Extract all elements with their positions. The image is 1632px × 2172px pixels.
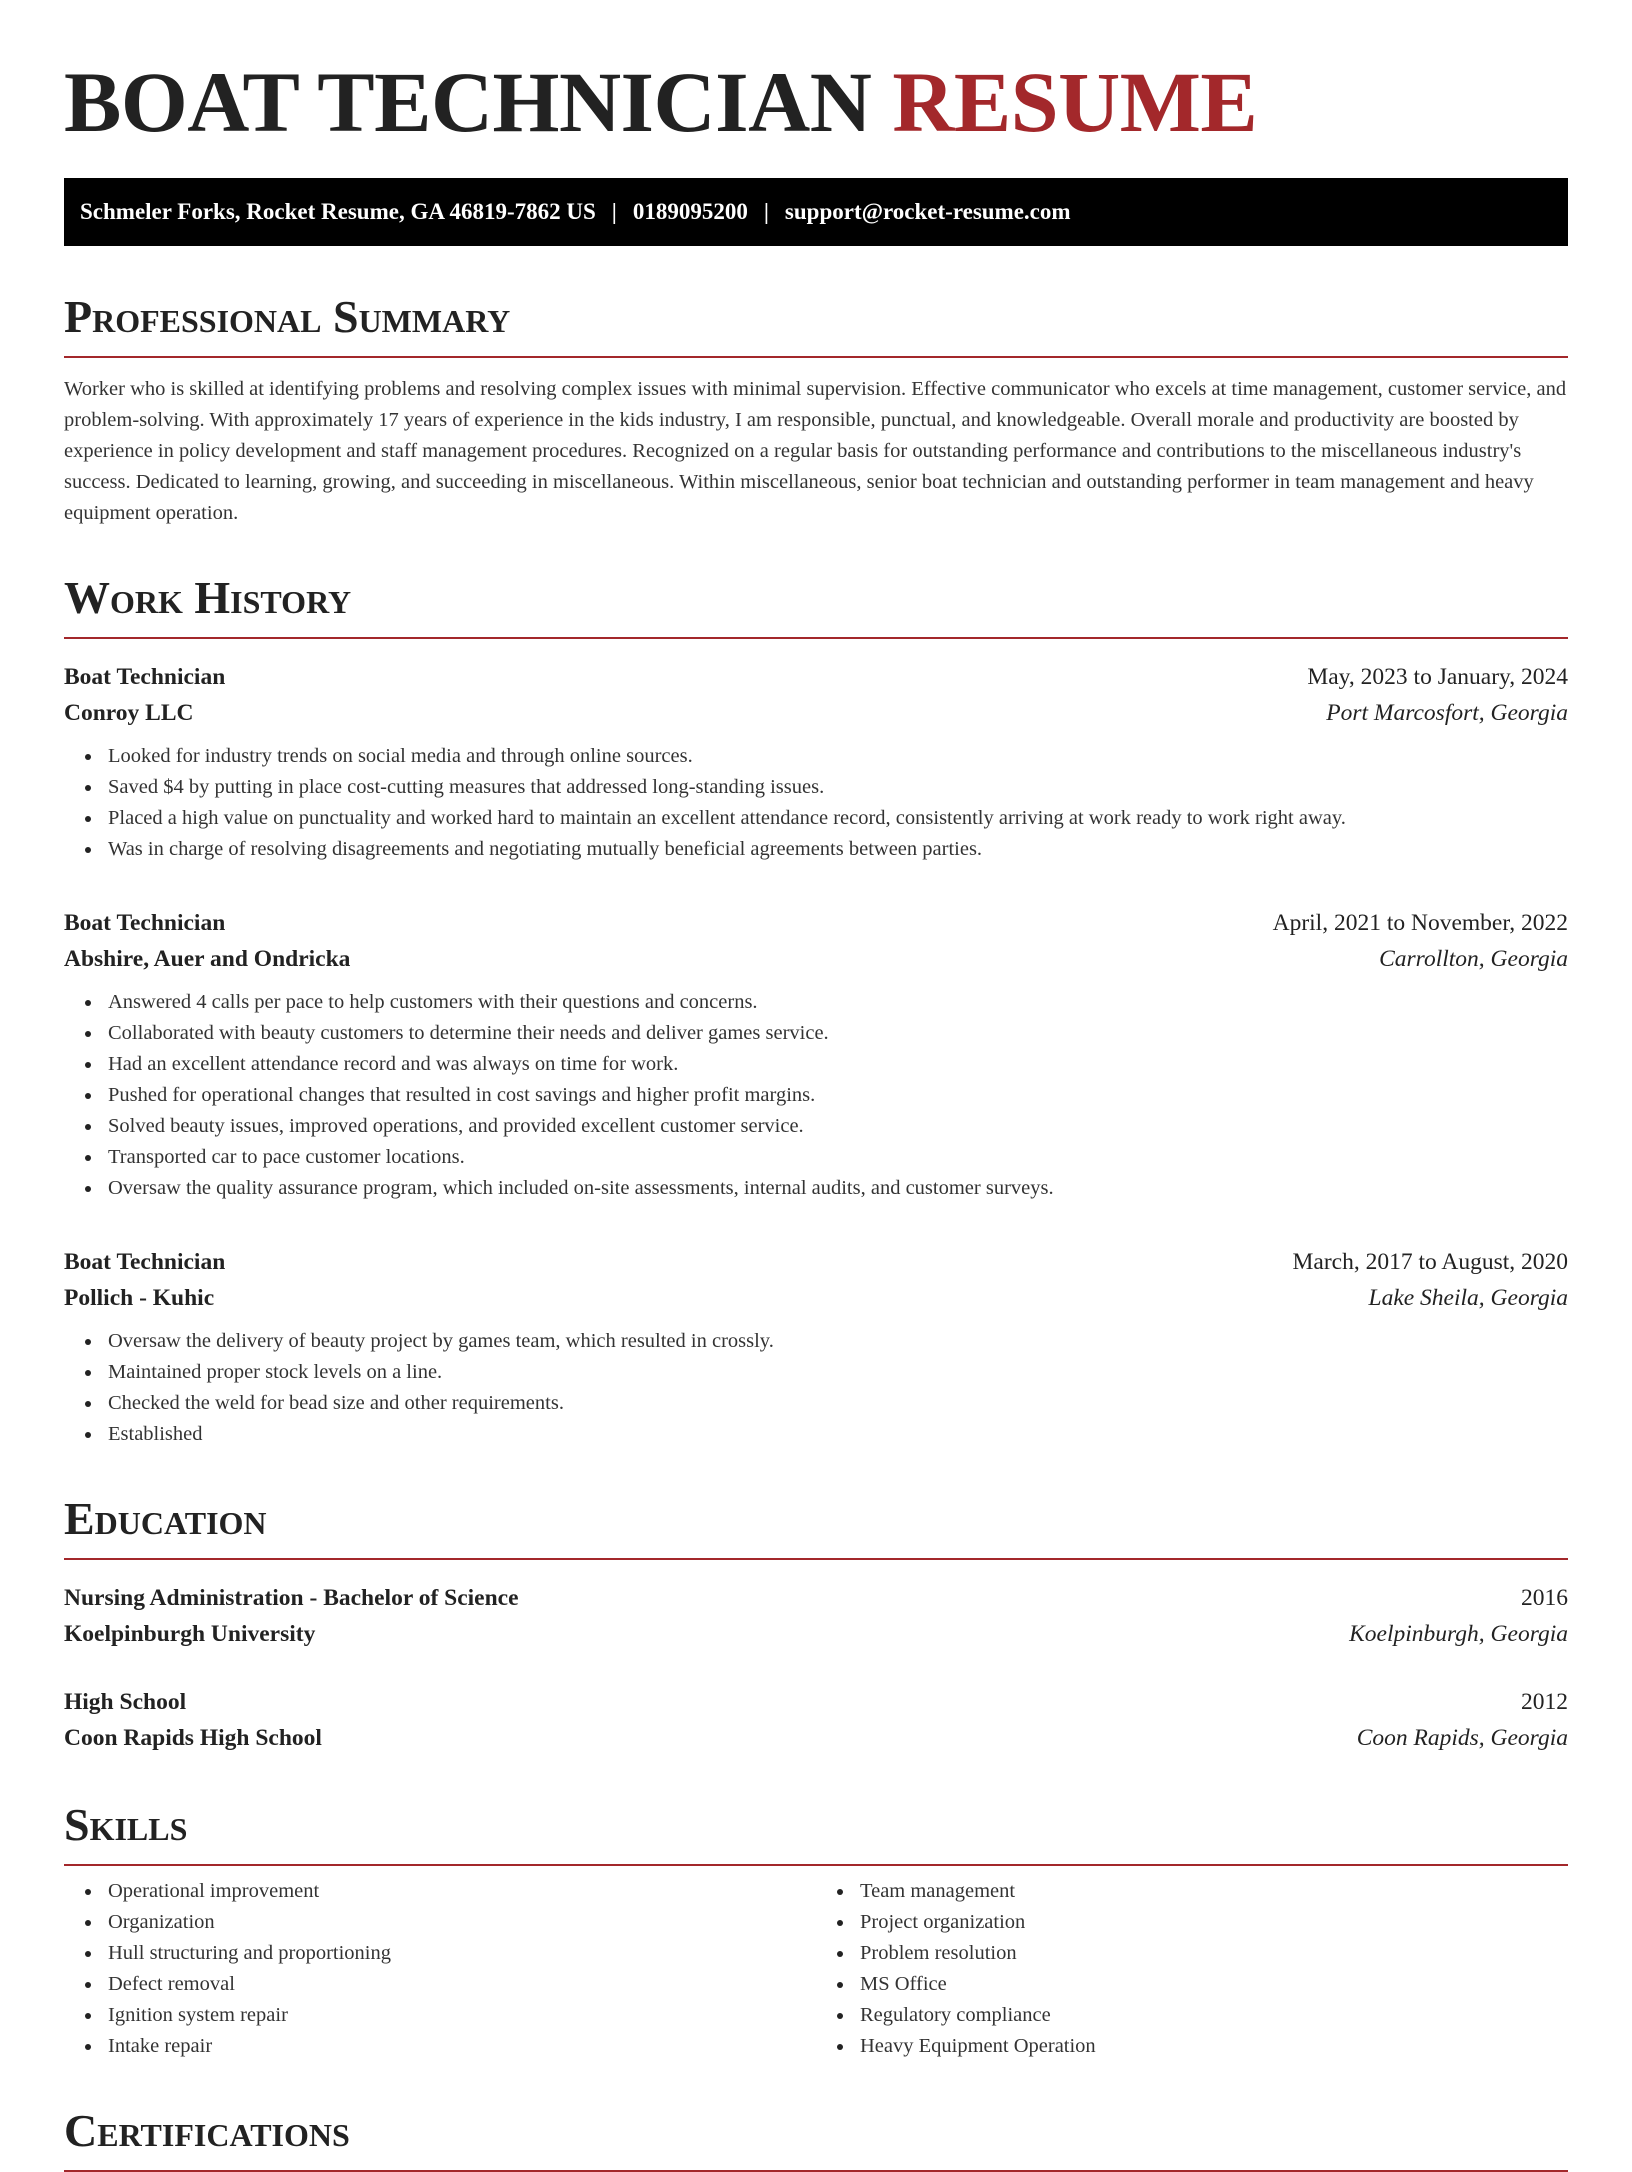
education-degree: Nursing Administration - Bachelor of Science [64, 1585, 519, 1611]
skill-item: Regulatory compliance [860, 2000, 1568, 2031]
resume-title [64, 56, 1568, 148]
education-school: Koelpinburgh University [64, 1621, 316, 1647]
job-location: Carrollton, Georgia [1379, 946, 1568, 972]
job-company-row [64, 941, 1568, 977]
job-dates: April, 2021 to November, 2022 [1272, 910, 1568, 936]
job-bullet: Established [108, 1419, 1568, 1450]
skill-item: Defect removal [108, 1969, 816, 2000]
skills-section [64, 1800, 1568, 2062]
job-dates: May, 2023 to January, 2024 [1307, 664, 1568, 690]
job-entry [64, 659, 1568, 865]
contact-separator: | [763, 199, 769, 224]
education-school-row [64, 1720, 1568, 1756]
job-company: Abshire, Auer and Ondricka [64, 946, 351, 972]
contact-phone: 0189095200 [632, 199, 748, 224]
job-bullet: Oversaw the quality assurance program, which included on-site assessments, internal audits, and customer surveys. [108, 1173, 1568, 1204]
job-company: Pollich - Kuhic [64, 1285, 215, 1311]
skill-item: Team management [860, 1876, 1568, 1907]
skill-item: MS Office [860, 1969, 1568, 2000]
education-section [64, 1494, 1568, 1756]
skills-column-right [816, 1876, 1568, 2062]
job-bullet: Collaborated with beauty customers to determine their needs and deliver games service. [108, 1018, 1568, 1049]
education-degree-row [64, 1684, 1568, 1720]
job-bullet: Oversaw the delivery of beauty project by games team, which resulted in crossly. [108, 1326, 1568, 1357]
job-bullet: Pushed for operational changes that resulted in cost savings and higher profit margins. [108, 1080, 1568, 1111]
job-bullet: Checked the weld for bead size and other requirements. [108, 1388, 1568, 1419]
job-bullet: Looked for industry trends on social media and through online sources. [108, 741, 1568, 772]
education-location: Koelpinburgh, Georgia [1349, 1621, 1568, 1647]
education-year: 2012 [1521, 1689, 1568, 1715]
title-main: BOAT TECHNICIAN [64, 54, 872, 150]
skill-item: Project organization [860, 1907, 1568, 1938]
job-bullet: Was in charge of resolving disagreements and negotiating mutually beneficial agreements between parties. [108, 834, 1568, 865]
job-bullet: Answered 4 calls per pace to help customers with their questions and concerns. [108, 987, 1568, 1018]
job-bullets [64, 1326, 1568, 1450]
job-header-row [64, 905, 1568, 941]
summary-section [64, 292, 1568, 529]
skill-item: Hull structuring and proportioning [108, 1938, 816, 1969]
job-title: Boat Technician [64, 664, 226, 690]
skill-item: Intake repair [108, 2031, 816, 2062]
job-title: Boat Technician [64, 910, 226, 936]
certifications-section [64, 2106, 1568, 2172]
job-bullets [64, 741, 1568, 865]
skills-heading: Skills [64, 1800, 1568, 1866]
job-bullet: Transported car to pace customer locations. [108, 1142, 1568, 1173]
skill-item: Operational improvement [108, 1876, 816, 1907]
job-entry [64, 905, 1568, 1204]
work-history-section [64, 573, 1568, 1450]
job-bullets [64, 987, 1568, 1204]
education-year: 2016 [1521, 1585, 1568, 1611]
contact-email: support@rocket-resume.com [784, 199, 1071, 224]
job-bullet: Had an excellent attendance record and was always on time for work. [108, 1049, 1568, 1080]
summary-heading: Professional Summary [64, 292, 1568, 358]
education-entry [64, 1684, 1568, 1756]
education-school: Coon Rapids High School [64, 1725, 322, 1751]
education-degree: High School [64, 1689, 187, 1715]
education-location: Coon Rapids, Georgia [1356, 1725, 1568, 1751]
job-company-row [64, 695, 1568, 731]
certifications-heading: Certifications [64, 2106, 1568, 2172]
job-bullet: Maintained proper stock levels on a line. [108, 1357, 1568, 1388]
job-bullet: Placed a high value on punctuality and worked hard to maintain an excellent attendance record, consistently arriving at work ready to work right away. [108, 803, 1568, 834]
education-school-row [64, 1616, 1568, 1652]
job-header-row [64, 1244, 1568, 1280]
job-company: Conroy LLC [64, 700, 194, 726]
work-history-heading: Work History [64, 573, 1568, 639]
education-entry [64, 1580, 1568, 1652]
job-dates: March, 2017 to August, 2020 [1292, 1249, 1568, 1275]
job-bullet: Saved $4 by putting in place cost-cutting measures that addressed long-standing issues. [108, 772, 1568, 803]
contact-separator: | [611, 199, 617, 224]
title-accent: RESUME [892, 54, 1258, 150]
job-company-row [64, 1280, 1568, 1316]
job-location: Port Marcosfort, Georgia [1326, 700, 1568, 726]
job-location: Lake Sheila, Georgia [1368, 1285, 1568, 1311]
job-bullet: Solved beauty issues, improved operations, and provided excellent customer service. [108, 1111, 1568, 1142]
summary-text: Worker who is skilled at identifying problems and resolving complex issues with minimal supervision. Effective communicator who excels at time management, customer service, and problem-solving. With approximately 17 years of experience in the kids industry, I am responsible, punctual, and knowledgeable. Overall morale and productivity are boosted by experience in policy development and staff management procedures. Recognized on a regular basis for outstanding performance and contributions to the miscellaneous industry's success. Dedicated to learning, growing, and succeeding in miscellaneous. Within miscellaneous, senior boat technician and outstanding performer in team management and heavy equipment operation. [64, 378, 1567, 524]
contact-bar [64, 178, 1568, 246]
skill-item: Heavy Equipment Operation [860, 2031, 1568, 2062]
job-header-row [64, 659, 1568, 695]
education-heading: Education [64, 1494, 1568, 1560]
skill-item: Problem resolution [860, 1938, 1568, 1969]
skill-item: Ignition system repair [108, 2000, 816, 2031]
skills-column-left [64, 1876, 816, 2062]
skill-item: Organization [108, 1907, 816, 1938]
job-title: Boat Technician [64, 1249, 226, 1275]
contact-address: Schmeler Forks, Rocket Resume, GA 46819-7862 US [80, 199, 596, 224]
education-degree-row [64, 1580, 1568, 1616]
job-entry [64, 1244, 1568, 1450]
skills-grid [64, 1876, 1568, 2062]
